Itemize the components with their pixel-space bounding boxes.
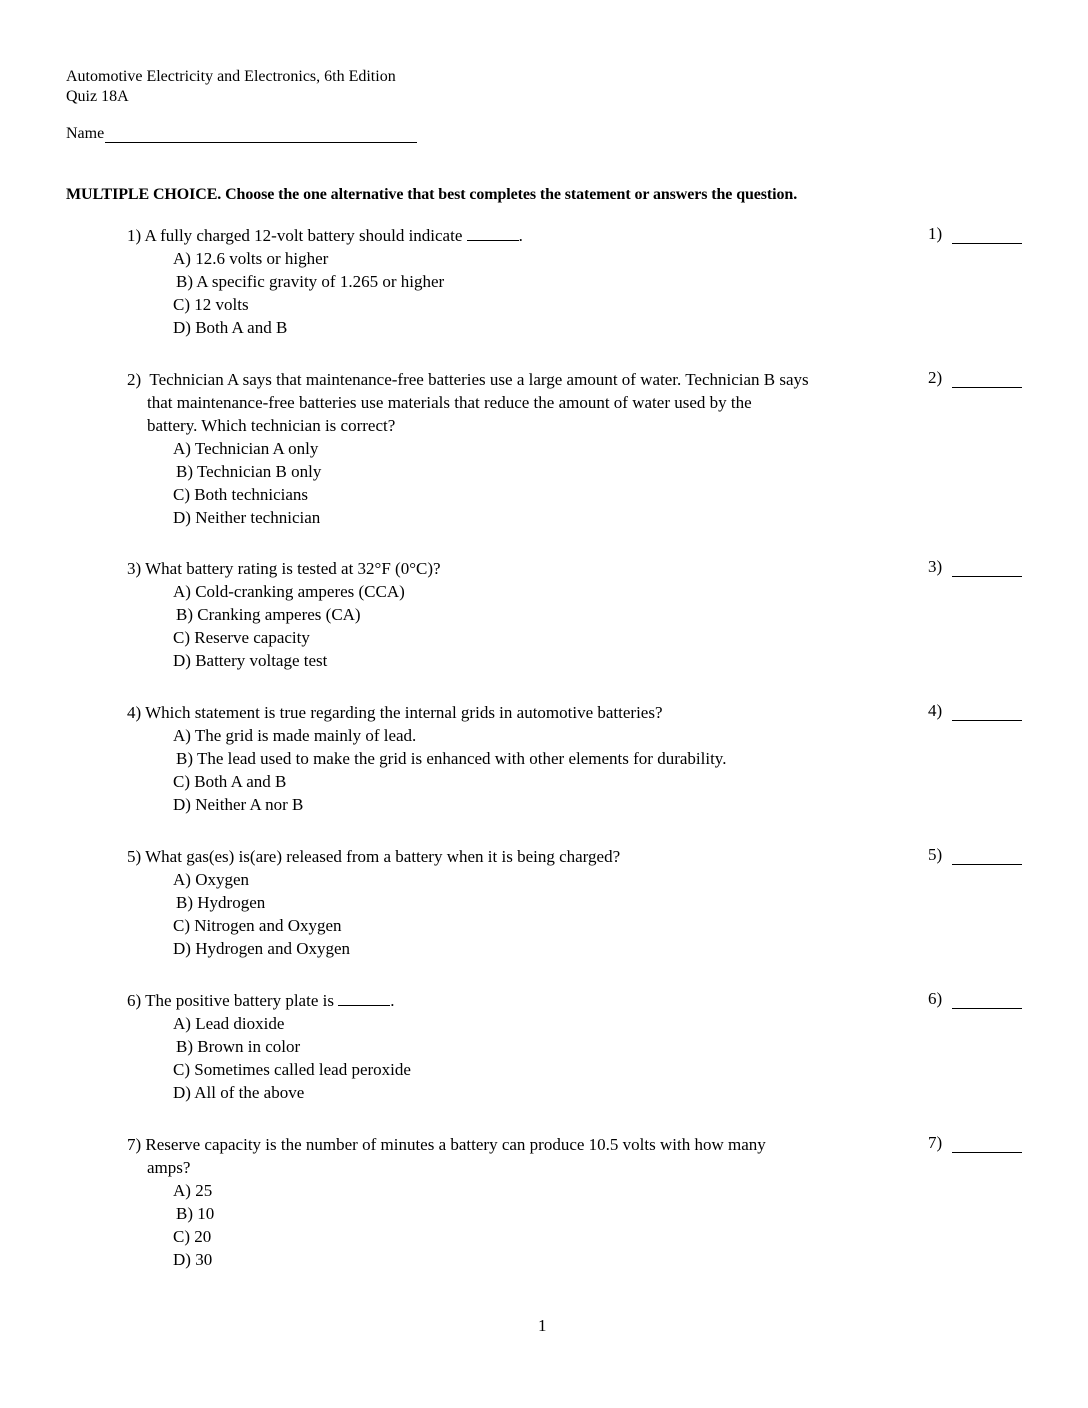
option-b: B) Cranking amperes (CA) xyxy=(176,605,361,624)
option-d: D) Neither technician xyxy=(173,508,321,527)
option-c: C) Reserve capacity xyxy=(173,628,310,647)
answer-blank-5: 5) xyxy=(928,845,1022,865)
answer-blank-1: 1) xyxy=(928,224,1022,244)
fill-in-blank xyxy=(338,991,390,1006)
answer-line[interactable] xyxy=(952,373,1022,388)
option-a: A) The grid is made mainly of lead. xyxy=(173,726,417,745)
question-stem: 1) A fully charged 12-volt battery should indicate . xyxy=(127,226,523,245)
option-a: A) 25 xyxy=(173,1181,213,1200)
option-d: D) Neither A nor B xyxy=(173,795,304,814)
option-b: B) A specific gravity of 1.265 or higher xyxy=(176,272,445,291)
answer-blank-6: 6) xyxy=(928,989,1022,1009)
option-b: B) Brown in color xyxy=(176,1037,301,1056)
name-field-row xyxy=(66,125,417,143)
option-d: D) Battery voltage test xyxy=(173,651,328,670)
option-c: C) Both A and B xyxy=(173,772,287,791)
answer-blank-4: 4) xyxy=(928,701,1022,721)
question-stem: 4) Which statement is true regarding the internal grids in automotive batteries? xyxy=(127,703,663,722)
fill-in-blank xyxy=(467,226,519,241)
option-a: A) 12.6 volts or higher xyxy=(173,249,329,268)
question-1 xyxy=(127,224,917,339)
answer-line[interactable] xyxy=(952,706,1022,721)
question-stem: 2) Technician A says that maintenance-free batteries use a large amount of water. Technician B says that maintenance-free batteries use materials that reduce the amount of water used by the battery. Which technician is correct? xyxy=(127,370,809,435)
question-stem: 6) The positive battery plate is . xyxy=(127,991,395,1010)
option-d: D) 30 xyxy=(173,1250,213,1269)
answer-blank-3: 3) xyxy=(928,557,1022,577)
question-stem: 5) What gas(es) is(are) released from a battery when it is being charged? xyxy=(127,847,621,866)
option-b: B) 10 xyxy=(176,1204,215,1223)
section-instructions: MULTIPLE CHOICE. Choose the one alternative that best completes the statement or answers the question. xyxy=(66,186,798,203)
document-header xyxy=(66,67,396,107)
option-b: B) The lead used to make the grid is enhanced with other elements for durability. xyxy=(176,749,727,768)
question-6 xyxy=(127,989,917,1104)
option-c: C) 12 volts xyxy=(173,295,249,314)
question-3 xyxy=(127,557,917,672)
option-b: B) Technician B only xyxy=(176,462,322,481)
option-a: A) Oxygen xyxy=(173,870,250,889)
question-stem: 7) Reserve capacity is the number of minutes a battery can produce 10.5 volts with how many amps? xyxy=(127,1135,766,1177)
answer-blank-2: 2) xyxy=(928,368,1022,388)
answer-line[interactable] xyxy=(952,229,1022,244)
option-a: A) Technician A only xyxy=(173,439,319,458)
page-number: 1 xyxy=(538,1316,547,1335)
name-label: Name xyxy=(66,125,105,142)
book-title: Automotive Electricity and Electronics, 6th Edition xyxy=(66,68,396,85)
option-c: C) 20 xyxy=(173,1227,212,1246)
answer-line[interactable] xyxy=(952,562,1022,577)
question-5 xyxy=(127,845,917,960)
option-c: C) Sometimes called lead peroxide xyxy=(173,1060,411,1079)
question-4 xyxy=(127,701,917,816)
option-a: A) Lead dioxide xyxy=(173,1014,285,1033)
answer-line[interactable] xyxy=(952,850,1022,865)
option-d: D) Both A and B xyxy=(173,318,288,337)
answer-line[interactable] xyxy=(952,1138,1022,1153)
option-a: A) Cold-cranking amperes (CCA) xyxy=(173,582,405,601)
question-2 xyxy=(127,368,917,529)
name-input-line[interactable] xyxy=(105,125,417,143)
option-c: C) Nitrogen and Oxygen xyxy=(173,916,342,935)
question-stem: 3) What battery rating is tested at 32°F (0°C)? xyxy=(127,559,441,578)
option-c: C) Both technicians xyxy=(173,485,309,504)
option-d: D) Hydrogen and Oxygen xyxy=(173,939,351,958)
quiz-title: Quiz 18A xyxy=(66,88,129,105)
question-7 xyxy=(127,1133,917,1271)
option-b: B) Hydrogen xyxy=(176,893,266,912)
answer-blank-7: 7) xyxy=(928,1133,1022,1153)
answer-line[interactable] xyxy=(952,994,1022,1009)
option-d: D) All of the above xyxy=(173,1083,305,1102)
